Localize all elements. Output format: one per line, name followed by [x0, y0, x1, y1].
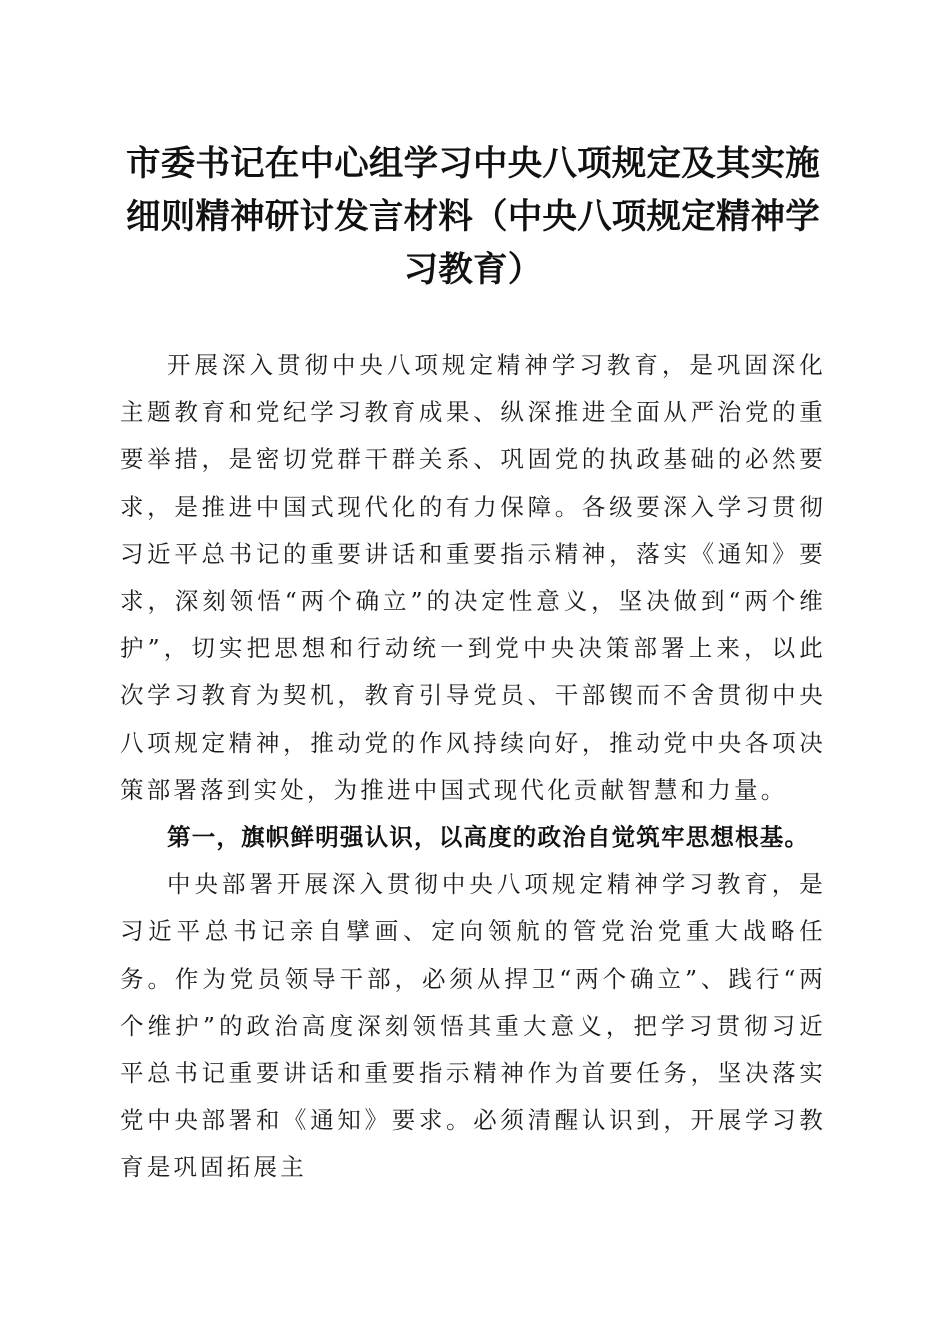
section-heading-first: 第一，旗帜鲜明强认识，以高度的政治自觉筑牢思想根基。: [167, 823, 810, 852]
section-first-paragraph: 中央部署开展深入贯彻中央八项规定精神学习教育，是习近平总书记亲自擘画、定向领航的管党治党重大战略任务。作为党员领导干部，必须从捍卫“两个确立”、践行“两个维护”的政治高度深刻领悟其重大意义，把学习贯彻习近平总书记重要讲话和重要指示精神作为首要任务，坚决落实党中央部署和《通知》要求。必须清醒认识到，开展学习教育是巩固拓展主: [120, 870, 826, 1182]
document-body: [120, 342, 826, 1192]
document-title: 市委书记在中心组学习中央八项规定及其实施细则精神研讨发言材料（中央八项规定精神学习教育）: [126, 144, 820, 290]
intro-paragraph: 开展深入贯彻中央八项规定精神学习教育，是巩固深化主题教育和党纪学习教育成果、纵深推进全面从严治党的重要举措，是密切党群干群关系、巩固党的执政基础的必然要求，是推进中国式现代化的有力保障。各级要深入学习贯彻习近平总书记的重要讲话和重要指示精神，落实《通知》要求，深刻领悟“两个确立”的决定性意义，坚决做到“两个维护”，切实把思想和行动统一到党中央决策部署上来，以此次学习教育为契机，教育引导党员、干部锲而不舍贯彻中央八项规定精神，推动党的作风持续向好，推动党中央各项决策部署落到实处，为推进中国式现代化贡献智慧和力量。: [120, 351, 826, 804]
